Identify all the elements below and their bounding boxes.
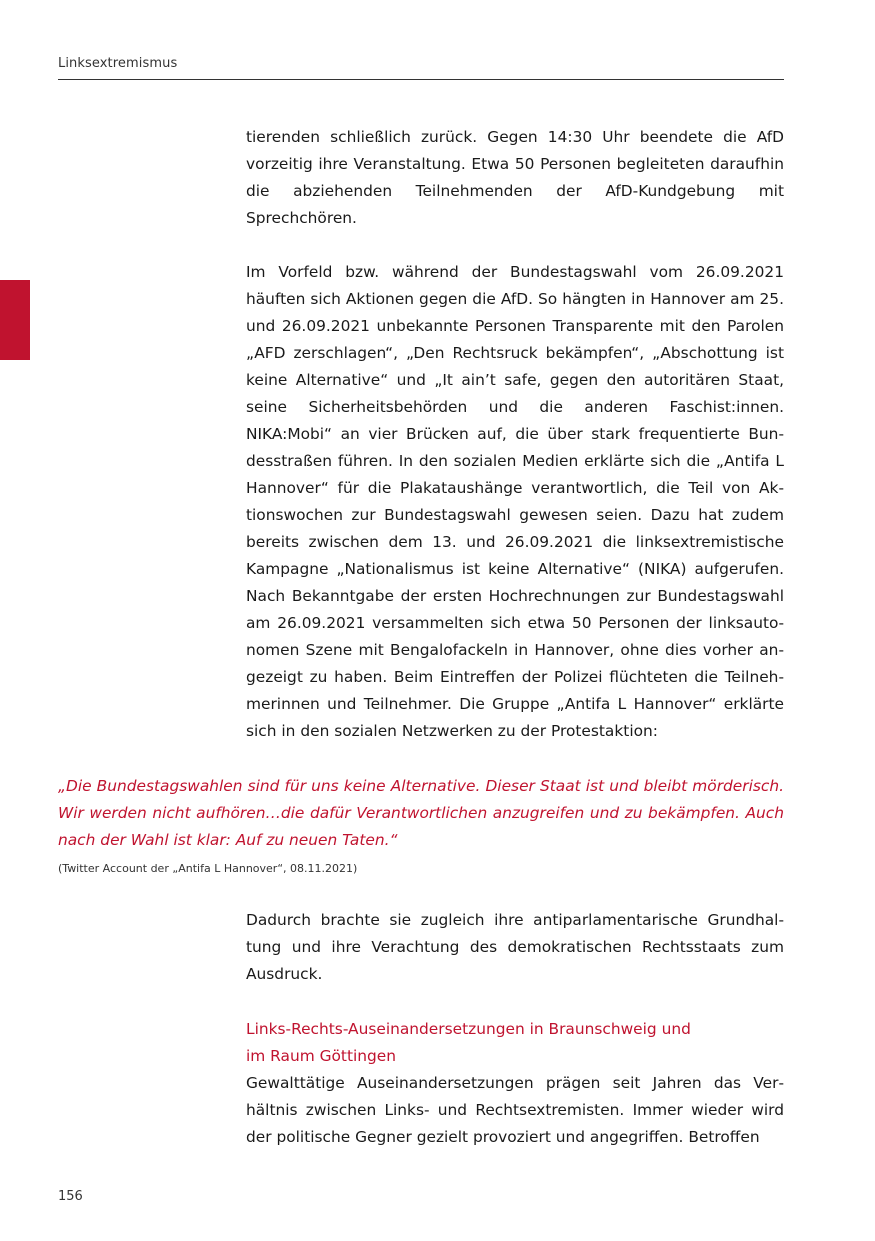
section-heading-line-2: im Raum Göttingen (246, 1047, 397, 1065)
paragraph-text: Gewalttätige Auseinandersetzungen prägen seit Jahren das Verhältnis zwischen Links- und Rechtsextremisten. Immer wieder wird der politische Gegner gezielt provoziert und angegriffen. Betroffen (246, 1074, 784, 1146)
header-rule (58, 79, 784, 80)
body-paragraph-1 (246, 124, 784, 232)
body-paragraph-2 (246, 259, 784, 745)
quote-source: (Twitter Account der „Antifa L Hannover“, 08.11.2021) (58, 862, 358, 875)
pull-quote: „Die Bundestagswahlen sind für uns keine Alternative. Dieser Staat ist und bleibt mörderisch. Wir werden nicht aufhören…die dafür Verantwortlichen anzugreifen und zu bekämpfen. Auch nach der Wahl ist klar: Auf zu neuen Taten.“ (58, 777, 784, 849)
paragraph-text: Im Vorfeld bzw. während der Bundestagswahl vom 26.09.2021 häuften sich Aktionen gegen die AfD. So hängten in Hannover am 25. und 26.09.2021 unbekannte Personen Transparente mit den Parolen „AFD zerschlagen“, „Den Rechtsruck bekämpfen“, „Abschottung ist keine Alternative“ und „It ain’t safe, gegen den autoritären Staat, seine Sicherheitsbehörden und die anderen Faschist:innen. NIKA:Mobi“ an vier Brücken auf, die über stark frequentierte Bundesstraßen führen. In den sozialen Medien erklärte sich die „Antifa L Hannover“ für die Plakataushänge verantwortlich, die Teil von Aktionswochen zur Bundestagswahl gewesen seien. Dazu hat zudem bereits zwischen dem 13. und 26.09.2021 die linksextremistische Kampagne „Nationalismus ist keine Alternative“ (NIKA) aufgerufen. Nach Bekanntgabe der ersten Hochrechnungen zur Bundestagswahl am 26.09.2021 versammelten sich etwa 50 Personen der linksautonomen Szene mit Bengalofackeln in Hannover, ohne dies vorher angezeigt zu haben. Beim Eintreffen der Polizei flüchteten die Teilnehmerinnen und Teilnehmer. Die Gruppe „Antifa L Hannover“ erklärte sich in den sozialen Netzwerken zu der Protestaktion: (246, 263, 784, 740)
section-heading (246, 1016, 784, 1070)
page-number: 156 (58, 1189, 83, 1204)
paragraph-text: Dadurch brachte sie zugleich ihre antiparlamentarische Grundhaltung und ihre Verachtung des demokratischen Rechtsstaats zum Ausdruck. (246, 911, 784, 983)
body-paragraph-3 (246, 907, 784, 988)
body-paragraph-4 (246, 1070, 784, 1151)
running-head: Linksextremismus (58, 56, 178, 71)
chapter-tab-marker (0, 280, 30, 360)
section-heading-line-1: Links-Rechts-Auseinandersetzungen in Braunschweig und (246, 1020, 691, 1038)
paragraph-text: tierenden schließlich zurück. Gegen 14:30 Uhr beendete die AfD vorzeitig ihre Veranstaltung. Etwa 50 Personen begleiteten daraufhin die abziehenden Teilnehmenden der AfD-Kundgebung mit Sprechchören. (246, 128, 784, 227)
